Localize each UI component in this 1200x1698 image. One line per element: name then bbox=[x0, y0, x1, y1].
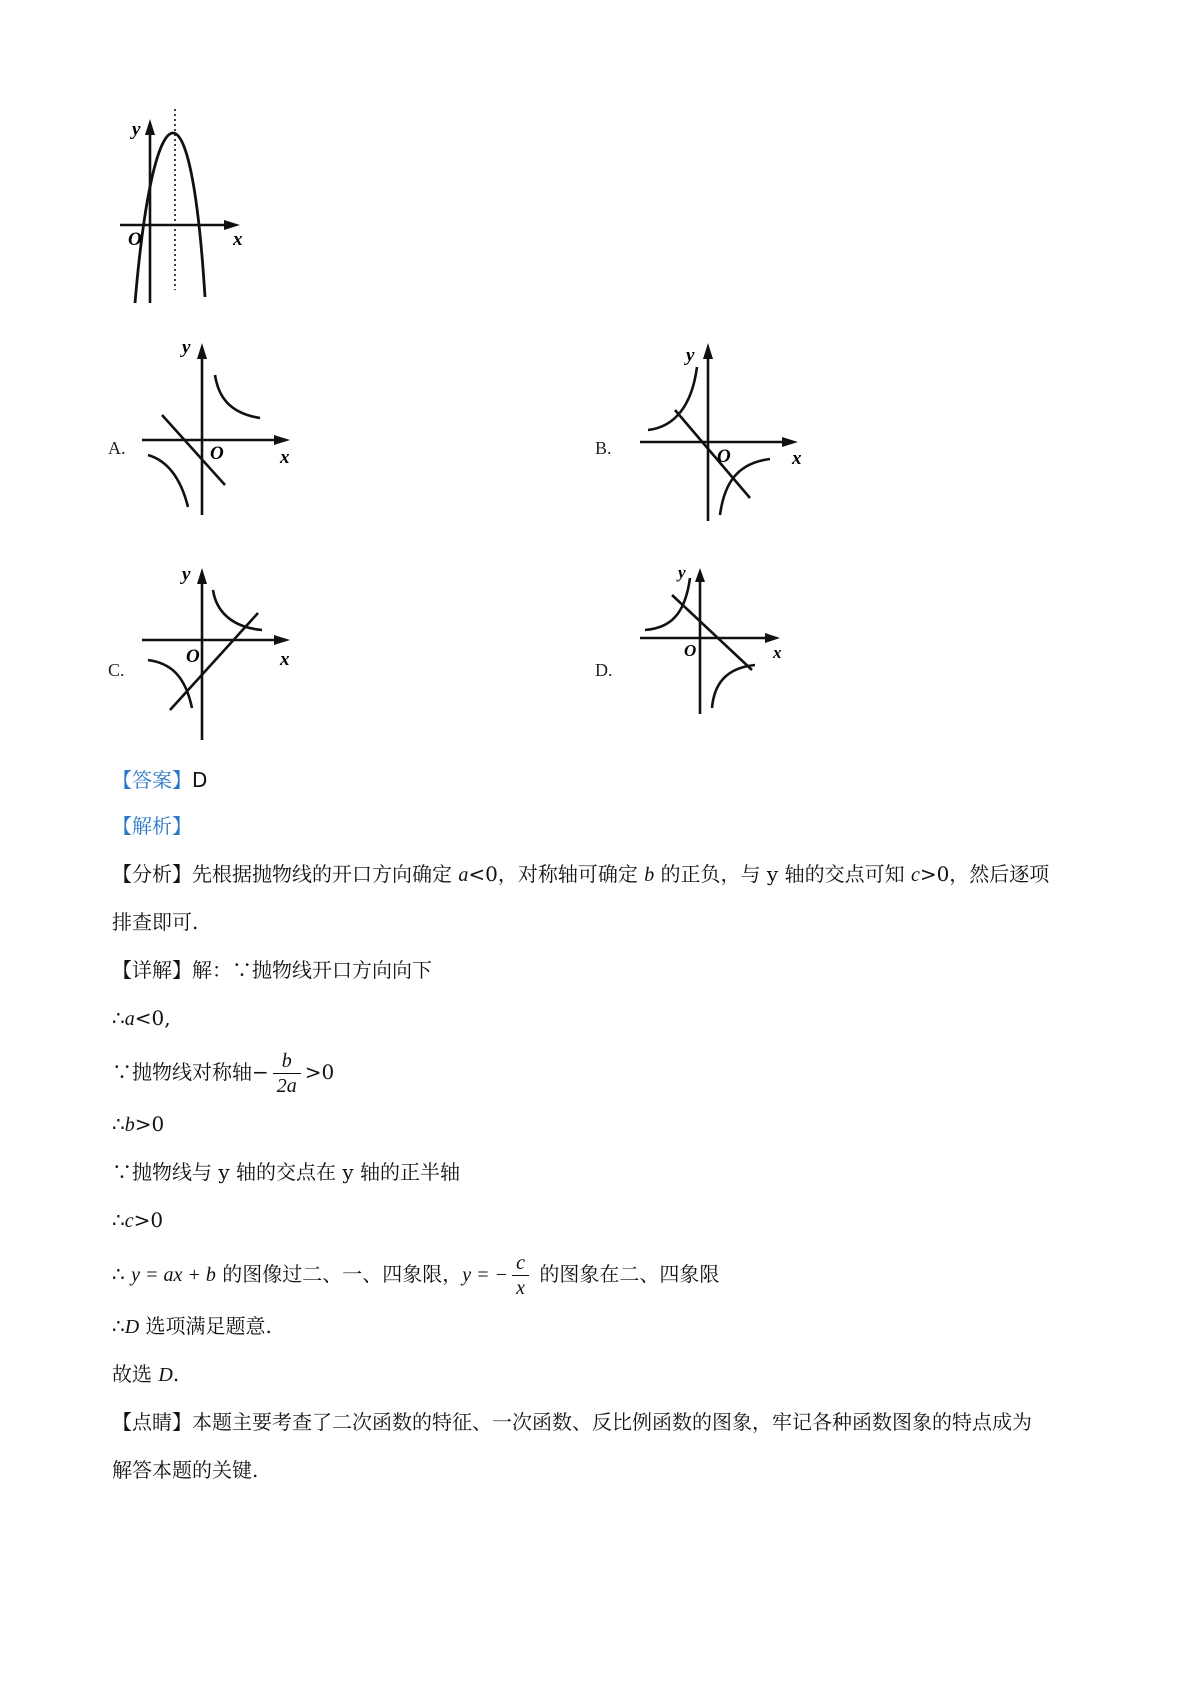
option-d-label: D. bbox=[595, 660, 613, 680]
origin-label: O bbox=[210, 443, 224, 464]
option-a-graph[interactable] bbox=[140, 335, 320, 525]
parabola-figure bbox=[120, 105, 270, 320]
x-axis-arrow bbox=[782, 437, 798, 447]
y-axis-label: y bbox=[132, 119, 141, 140]
answer-line bbox=[112, 766, 207, 794]
dianjing-line-2: 解答本题的关键. bbox=[112, 1458, 259, 1482]
fraction-b-over-2a: $\frac{b}{2a}$ bbox=[273, 1049, 301, 1098]
x-axis-label: x bbox=[280, 649, 290, 670]
xiangjie-line-4: ∴b>0 bbox=[112, 1112, 165, 1136]
xiangjie-line-2: ∴a<0, bbox=[112, 1006, 171, 1030]
y-axis-label: y bbox=[182, 564, 191, 585]
answer-tag: 【答案】 bbox=[112, 768, 192, 792]
xiangjie-line-5: ∵抛物线与 y 轴的交点在 y 轴的正半轴 bbox=[112, 1160, 461, 1184]
y-axis-label: y bbox=[678, 563, 686, 582]
y-axis-arrow bbox=[145, 119, 155, 135]
analysis-tag: 【解析】 bbox=[112, 814, 192, 838]
xiangjie-line-1: 【详解】解：∵抛物线开口方向向下 bbox=[112, 958, 432, 982]
xiangjie-line-3: ∵抛物线对称轴− $\frac{b}{2a}$ >0 bbox=[112, 1050, 335, 1097]
xiangjie-line-9: 故选 D. bbox=[112, 1362, 180, 1386]
option-c-graph[interactable] bbox=[140, 560, 320, 745]
y-axis-label: y bbox=[686, 345, 695, 366]
hyperbola-branch-q3 bbox=[148, 660, 192, 708]
fenxi-tag: 【分析】 bbox=[112, 862, 192, 886]
xiangjie-tag: 【详解】 bbox=[112, 958, 192, 982]
hyperbola-branch-q1 bbox=[213, 590, 262, 630]
x-axis-label: x bbox=[773, 643, 782, 662]
option-b-label: B. bbox=[595, 438, 612, 458]
origin-label: O bbox=[186, 646, 200, 667]
x-axis-arrow bbox=[765, 633, 780, 643]
xiangjie-line-6: ∴c>0 bbox=[112, 1208, 164, 1232]
hyperbola-branch-q2 bbox=[648, 367, 697, 430]
linear-function-line bbox=[170, 613, 258, 710]
x-axis-label: x bbox=[280, 447, 290, 468]
y-axis-arrow bbox=[695, 568, 705, 582]
xiangjie-line-7: ∴ y = ax + b 的图像过二、一、四象限，y = − $\frac{c}{x}$ 的图象在二、四象限 bbox=[112, 1252, 720, 1299]
origin-label: O bbox=[717, 446, 731, 467]
option-a-label: A. bbox=[108, 438, 126, 458]
hyperbola-branch-q1 bbox=[215, 375, 260, 418]
hyperbola-branch-q4 bbox=[720, 459, 770, 515]
y-axis-arrow bbox=[197, 568, 207, 584]
analysis-heading bbox=[112, 812, 192, 840]
fraction-c-over-x: $\frac{c}{x}$ bbox=[512, 1251, 529, 1300]
x-axis-arrow bbox=[274, 435, 290, 445]
x-axis-label: x bbox=[792, 448, 802, 469]
y-axis-arrow bbox=[703, 343, 713, 359]
x-axis-arrow bbox=[274, 635, 290, 645]
linear-function-line bbox=[675, 410, 750, 498]
xiangjie-line-8: ∴D 选项满足题意. bbox=[112, 1314, 272, 1338]
fenxi-line-1: 【分析】先根据抛物线的开口方向确定 a<0，对称轴可确定 b 的正负，与 y 轴的交点可知 c>0，然后逐项 bbox=[112, 862, 1050, 886]
hyperbola-branch-q3 bbox=[148, 455, 188, 507]
origin-label: O bbox=[128, 229, 142, 250]
answer-value: D bbox=[192, 768, 208, 792]
parabola-curve bbox=[135, 133, 205, 303]
option-d-graph[interactable] bbox=[640, 560, 800, 720]
origin-label: O bbox=[684, 641, 697, 660]
dianjing-line-1: 【点睛】本题主要考查了二次函数的特征、一次函数、反比例函数的图象，牢记各种函数图象的特点成为 bbox=[112, 1410, 1032, 1434]
option-c-label: C. bbox=[108, 660, 125, 680]
y-axis-label: y bbox=[182, 337, 191, 358]
dianjing-tag: 【点睛】 bbox=[112, 1410, 192, 1434]
x-axis-label: x bbox=[233, 229, 243, 250]
y-axis-arrow bbox=[197, 343, 207, 359]
fenxi-line-2: 排查即可. bbox=[112, 910, 199, 934]
hyperbola-branch-q4 bbox=[712, 665, 755, 708]
option-b-graph[interactable] bbox=[640, 335, 820, 525]
